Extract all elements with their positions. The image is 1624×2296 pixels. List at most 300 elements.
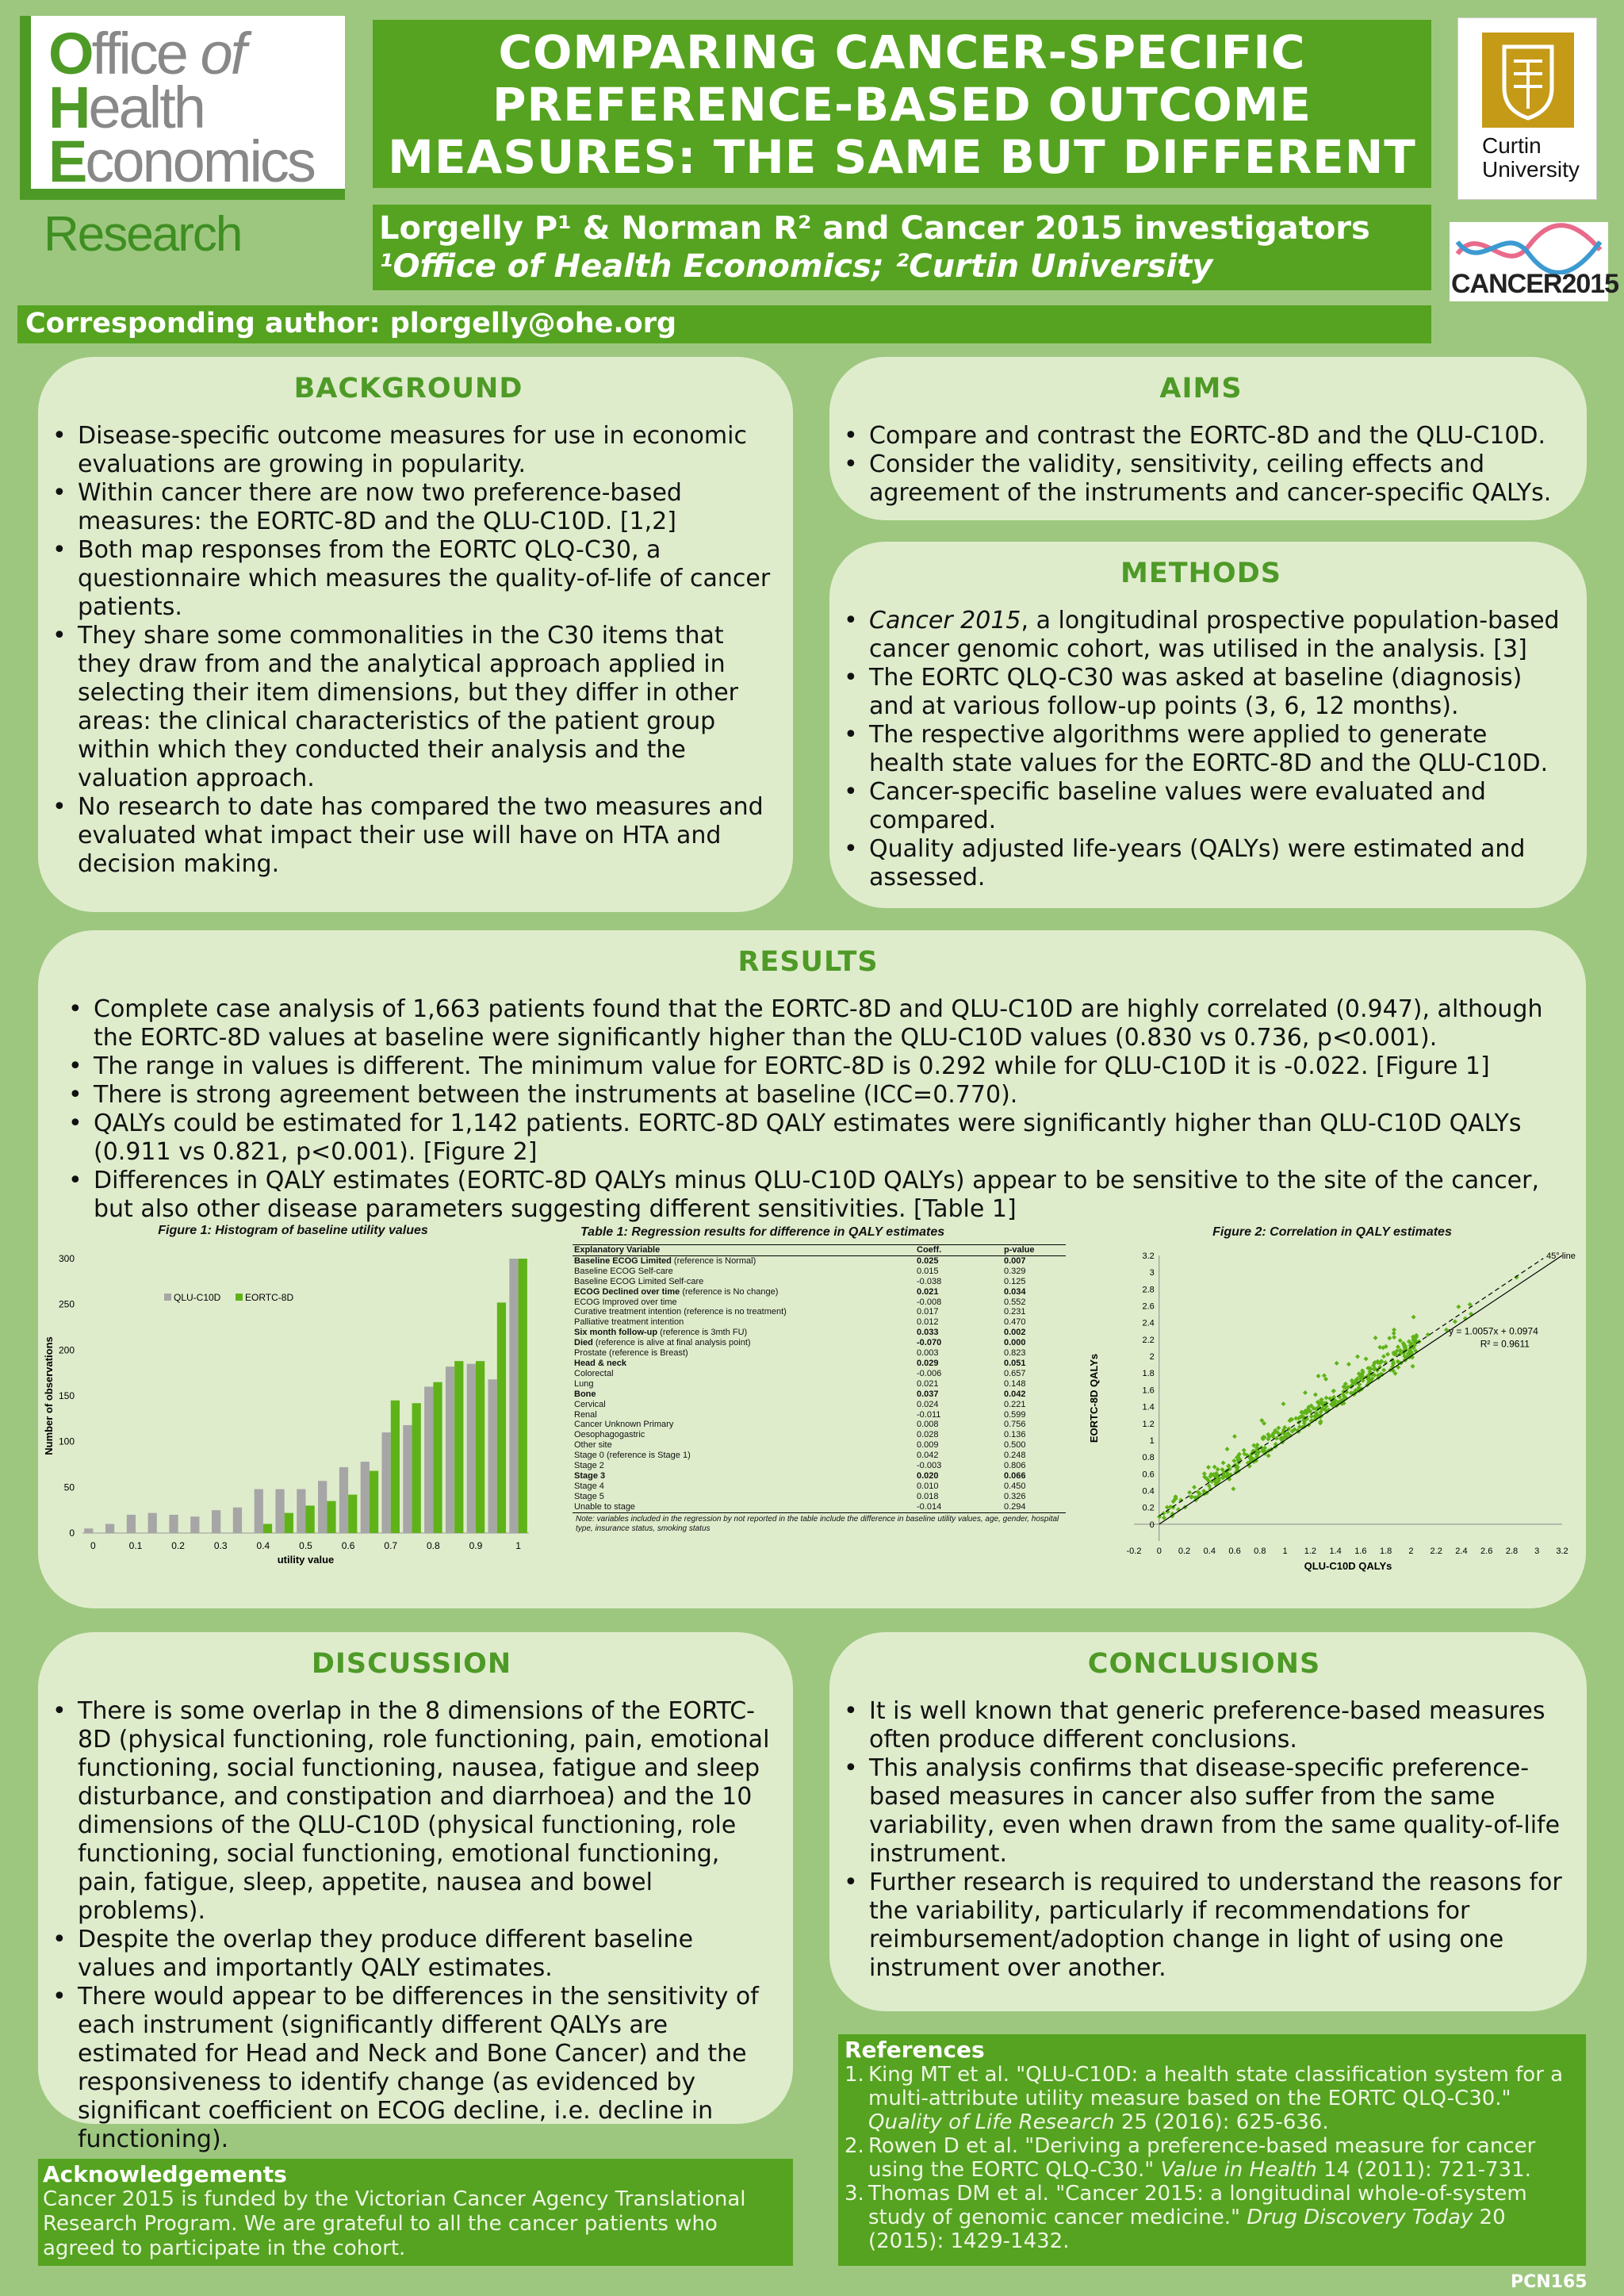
scatter-point [1398,1338,1403,1343]
table-cell-coeff: 0.008 [917,1420,939,1430]
bar-qlu-c10d [318,1481,327,1533]
x-tick-label: 0.9 [469,1540,483,1551]
table-cell-pvalue: 0.000 [1004,1338,1026,1348]
trendline-equation: y = 1.0057x + 0.0974 [1449,1325,1538,1337]
x-tick-label: 1.2 [1304,1547,1317,1556]
scatter-point [1335,1361,1339,1366]
methods-heading: METHODS [1120,558,1281,589]
x-tick-label: 0.8 [1254,1547,1266,1556]
x-tick-label: 2.6 [1480,1547,1493,1556]
table-cell-coeff: 0.025 [917,1255,939,1266]
figure1-title: Figure 1: Histogram of baseline utility values [158,1224,428,1237]
list-item: • No research to date has compared the two measures and evaluated what impact their use will have on HTA and decision making. [46,793,771,879]
scatter-point [1232,1434,1237,1439]
table-row [573,1492,1066,1502]
x-tick-label: 1.4 [1329,1547,1342,1556]
table1-regression [573,1225,1068,1534]
table-cell-pvalue: 0.002 [1004,1328,1026,1338]
references-box [838,2034,1586,2266]
table-cell-coeff: -0.038 [917,1276,942,1286]
dna-helix-icon [1450,222,1608,274]
y-tick-label: 0.2 [1142,1503,1155,1513]
discussion-list [46,1697,777,2154]
bar-qlu-c10d [488,1379,497,1533]
reference-item: 1. King MT et al. "QLU-C10D: a health state classification system for a multi-attribute utility measure based on the EORTC QLQ-C30." Quality of Life Research 25 (2016): 625-636. [845,2063,1564,2134]
bar-qlu-c10d [509,1259,518,1533]
bar-qlu-c10d [127,1515,136,1533]
table-row [573,1277,1066,1287]
table-cell-variable: Lung [574,1378,594,1389]
scatter-point [1411,1315,1416,1320]
list-item: • Within cancer there are now two preference-based measures: the EORTC-8D and the QLU-C10D. [1,2] [46,479,771,536]
discussion-panel [38,1632,793,2153]
acknowledgements-box [38,2159,793,2266]
table-cell-coeff: 0.037 [917,1389,939,1399]
table-row [573,1430,1066,1440]
scatter-point [1242,1448,1247,1453]
ohe-research-label: Research [44,207,242,262]
list-item: • Both map responses from the EORTC QLQ-C30, a questionnaire which measures the quality-of-life of cancer patients. [46,536,771,622]
table-cell-variable: Six month follow-up (reference is 3mth FU) [574,1328,748,1338]
x-tick-label: 0 [1156,1547,1162,1556]
table-cell-coeff: 0.024 [917,1399,939,1409]
bar-qlu-c10d [339,1467,348,1533]
bar-eortc-8d [433,1382,442,1533]
legend-label: EORTC-8D [245,1292,294,1303]
table-cell-coeff: 0.042 [917,1451,939,1461]
list-item: • It is well known that generic preference-based measures often produce different conclusions. [837,1697,1571,1754]
table-cell-pvalue: 0.136 [1004,1430,1026,1440]
legend-swatch-eortc-8d [236,1294,243,1301]
table-cell-variable: Baseline ECOG Limited Self-care [574,1276,704,1286]
background-heading: BACKGROUND [293,373,523,404]
x-tick-label: 2 [1408,1547,1414,1556]
table1-body [573,1255,1066,1512]
table-cell-pvalue: 0.329 [1004,1266,1026,1276]
x-tick-label: 0.7 [384,1540,398,1551]
table-cell-coeff: 0.010 [917,1481,939,1491]
figure2-chart [1086,1240,1578,1581]
table-cell-coeff: -0.003 [917,1461,942,1471]
table-cell-pvalue: 0.221 [1004,1399,1026,1409]
list-item: • Compare and contrast the EORTC-8D and the QLU-C10D. [837,422,1565,450]
scatter-point [1364,1356,1369,1361]
x-tick-label: 2.8 [1505,1547,1519,1556]
table-cell-variable: Oesophagogastric [574,1430,645,1440]
x-tick-label: 2.2 [1430,1547,1442,1556]
table-row [573,1338,1066,1348]
y-tick-label: 0 [69,1527,75,1539]
list-item: • There is some overlap in the 8 dimensions of the EORTC-8D (physical functioning, role functioning, pain, emotional functioning, social functioning, nausea, fatigue and sleep disturbance, and constipation and diarrhoea) and the 10 dimensions of the QLU-C10D (physical functioning, role functioning, social functioning, emotional functioning, pain, fatigue, sleep, appetite, nausea and bowel problems). [46,1697,777,1926]
col-header-variable: Explanatory Variable [573,1245,915,1256]
figure1-histogram [41,1224,545,1573]
scatter-point [1385,1352,1390,1357]
table-row [573,1379,1066,1389]
table-row [573,1369,1066,1379]
x-tick-label: 0.5 [299,1540,312,1551]
table-cell-coeff: 0.018 [917,1491,939,1501]
y-tick-label: 50 [63,1481,75,1493]
y-tick-label: 1 [1149,1435,1155,1446]
table-row [573,1389,1066,1400]
results-list [62,995,1554,1224]
y-tick-label: 2.4 [1142,1318,1155,1328]
table-cell-coeff: 0.003 [917,1348,939,1359]
table-cell-coeff: -0.006 [917,1368,942,1378]
x-tick-label: 0.4 [1203,1547,1216,1556]
list-item: • Disease-specific outcome measures for use in economic evaluations are growing in popularity. [46,422,771,479]
bar-eortc-8d [412,1403,421,1533]
x-tick-label: 1 [1282,1547,1288,1556]
table-row [573,1307,1066,1317]
table-cell-pvalue: 0.248 [1004,1451,1026,1461]
table-header-row [573,1245,1066,1256]
figure2-scatter [1086,1225,1578,1582]
table1-note: Note: variables included in the regression by not reported in the table include the difference in baseline utility values, age, gender, hospital type, insurance status, smoking status [576,1514,1059,1533]
x-tick-label: 1.6 [1354,1547,1367,1556]
table-row [573,1471,1066,1481]
table-cell-variable: Cervical [574,1399,606,1409]
methods-panel [829,542,1587,908]
scatter-point [1266,1454,1271,1458]
x-tick-label: 0.2 [1178,1547,1191,1556]
scatter-point [1398,1348,1403,1353]
reference-45-line [1159,1255,1562,1524]
table-row [573,1461,1066,1471]
x-tick-label: 0.3 [213,1540,228,1551]
table-cell-pvalue: 0.806 [1004,1461,1026,1471]
list-item: • There is strong agreement between the instruments at baseline (ICC=0.770). [62,1081,1554,1110]
y-tick-label: 2.8 [1142,1285,1155,1295]
y-tick-label: 1.4 [1142,1402,1155,1412]
scatter-point [1392,1331,1396,1336]
ohe-logo-line3: Economics [48,128,314,194]
col-header-coeff: Coeff. [915,1245,1002,1256]
scatter-point [1313,1392,1318,1397]
list-item: • They share some commonalities in the C30 items that they draw from and the analytical approach applied in selecting their item dimensions, but they differ in other areas: the clinical characteristics of the patient group within which they conducted their analysis and the valuation approach. [46,622,771,793]
poster-code: PCN165 [1511,2272,1588,2292]
y-axis-label: Number of observations [43,1336,55,1455]
references-list [845,2063,1580,2253]
y-tick-label: 1.8 [1142,1369,1155,1379]
table-cell-variable: Died (reference is alive at final analysis point) [574,1338,751,1348]
table-cell-variable: Stage 2 [574,1461,604,1471]
reference-line-label: 45° line [1546,1251,1576,1261]
curtin-logo [1457,17,1597,200]
corresponding-author: Corresponding author: plorgelly@ohe.org [17,305,1431,343]
list-item: • Cancer 2015, a longitudinal prospective population-based cancer genomic cohort, was utilised in the analysis. [3] [837,607,1565,664]
table-row [573,1451,1066,1461]
ohe-logo [20,16,345,262]
list-item: • The respective algorithms were applied to generate health state values for the EORTC-8D and the QLU-C10D. [837,721,1565,778]
figure2-title: Figure 2: Correlation in QALY estimates [1212,1225,1452,1239]
bar-eortc-8d [370,1471,378,1533]
scatter-point [1331,1389,1336,1393]
bar-qlu-c10d [148,1513,157,1533]
reference-item: 3. Thomas DM et al. "Cancer 2015: a longitudinal whole-of-system study of genomic cancer medicine." Drug Discovery Today 20 (2015): 1429-1432. [845,2182,1527,2253]
list-item: • QALYs could be estimated for 1,142 patients. EORTC-8D QALY estimates were significantly higher than QLU-C10D QALYs (0.911 vs 0.821, p<0.001). [Figure 2] [62,1110,1554,1167]
ohe-logo-line1: Office of [48,21,245,86]
table-cell-pvalue: 0.326 [1004,1491,1026,1501]
y-tick-label: 200 [58,1344,75,1356]
bar-qlu-c10d [403,1425,412,1533]
curtin-name: Curtin University [1482,133,1580,182]
bar-eortc-8d [348,1495,357,1533]
conclusions-panel [829,1632,1587,2011]
table-cell-coeff: 0.028 [917,1430,939,1440]
table-cell-variable: Stage 4 [574,1481,604,1491]
bar-qlu-c10d [190,1516,199,1533]
table-cell-pvalue: 0.756 [1004,1420,1026,1430]
scatter-point [1221,1461,1226,1466]
table-row [573,1297,1066,1308]
scatter-point [1231,1486,1235,1491]
bar-eortc-8d [454,1361,463,1533]
table-cell-pvalue: 0.125 [1004,1276,1026,1286]
table-cell-coeff: 0.017 [917,1307,939,1317]
table-cell-variable: Renal [574,1409,597,1420]
table-cell-variable: Baseline ECOG Limited (reference is Normal) [574,1255,756,1266]
authors-block [373,205,1431,290]
affiliations: ¹Office of Health Economics; ²Curtin University [379,248,1213,285]
y-tick-label: 2.2 [1142,1335,1155,1345]
list-item: • Despite the overlap they produce different baseline values and importantly QALY estimates. [46,1926,777,1983]
scatter-point [1225,1447,1230,1451]
table-row [573,1267,1066,1277]
table-cell-variable: Cancer Unknown Primary [574,1420,674,1430]
list-item: • Quality adjusted life-years (QALYs) were estimated and assessed. [837,835,1565,892]
scatter-point [1387,1336,1392,1340]
table-cell-coeff: 0.009 [917,1440,939,1451]
x-tick-label: 1 [515,1540,521,1551]
bar-qlu-c10d [467,1364,476,1533]
table-cell-variable: ECOG Improved over time [574,1297,677,1307]
bar-eortc-8d [476,1361,485,1533]
scatter-point [1192,1485,1197,1489]
table-row [573,1328,1066,1338]
x-tick-label: 1.8 [1379,1547,1392,1556]
scatter-point [1206,1465,1211,1470]
table-cell-coeff: 0.020 [917,1470,939,1481]
table-cell-coeff: 0.015 [917,1266,939,1276]
scatter-point [1456,1305,1461,1309]
aims-panel [829,357,1587,520]
table-cell-pvalue: 0.148 [1004,1378,1026,1389]
table-cell-pvalue: 0.599 [1004,1409,1026,1420]
scatter-point [1316,1374,1321,1378]
table1-title: Table 1: Regression results for difference in QALY estimates [580,1225,945,1239]
bar-eortc-8d [285,1513,293,1533]
x-tick-label: 0.6 [341,1540,355,1551]
poster-title: COMPARING CANCER-SPECIFIC PREFERENCE-BASED OUTCOME MEASURES: THE SAME BUT DIFFERENT [373,20,1431,188]
table-cell-variable: Stage 3 [574,1470,606,1481]
table-cell-pvalue: 0.034 [1004,1286,1026,1297]
table-cell-pvalue: 0.231 [1004,1307,1026,1317]
scatter-point [1392,1335,1396,1340]
table1-table [573,1244,1066,1513]
table-cell-pvalue: 0.450 [1004,1481,1026,1491]
reference-item: 2. Rowen D et al. "Deriving a preference-based measure for cancer using the EORTC QLQ-C30." Value in Health 14 (2011): 721-731. [845,2134,1536,2182]
y-tick-label: 1.2 [1142,1419,1155,1429]
y-tick-label: 2.6 [1142,1301,1155,1312]
table-cell-pvalue: 0.051 [1004,1358,1026,1368]
scatter-point [1355,1355,1360,1359]
ohe-logo-line2: Health [48,75,204,140]
scatter-point [1187,1490,1192,1495]
results-heading: RESULTS [737,946,879,978]
x-tick-label: 2.4 [1455,1547,1468,1556]
background-list [46,422,771,879]
bar-eortc-8d [263,1524,272,1533]
bar-qlu-c10d [361,1462,370,1533]
y-tick-label: 300 [58,1253,75,1264]
table-cell-coeff: 0.033 [917,1328,939,1338]
ohe-logo-box [20,16,345,200]
cancer2015-label: CANCER2015 [1451,269,1619,299]
conclusions-list [837,1697,1571,1983]
col-header-pvalue: p-value [1002,1245,1066,1256]
table-row [573,1255,1066,1266]
table-cell-coeff: -0.008 [917,1297,942,1307]
bar-qlu-c10d [381,1432,390,1533]
table-cell-variable: Curative treatment intention (reference is no treatment) [574,1307,787,1317]
list-item: • Consider the validity, sensitivity, ceiling effects and agreement of the instruments and cancer-specific QALYs. [837,450,1565,508]
curtin-crest-icon [1482,33,1574,128]
table-cell-variable: Prostate (reference is Breast) [574,1348,688,1359]
bar-qlu-c10d [446,1366,454,1533]
acknowledgements-text: Cancer 2015 is funded by the Victorian Cancer Agency Translational Research Program. We are grateful to all the cancer patients who agreed to participate in the cohort. [43,2187,746,2260]
x-axis-label: QLU-C10D QALYs [1304,1560,1392,1572]
list-item: • Complete case analysis of 1,663 patients found that the EORTC-8D and QLU-C10D are highly correlated (0.947), although the EORTC-8D values at baseline were significantly higher than the QLU-C10D values (0.830 vs 0.736, p<0.001). [62,995,1554,1052]
x-axis-label: utility value [277,1554,335,1566]
table-cell-pvalue: 0.470 [1004,1317,1026,1328]
y-tick-label: 0 [1149,1520,1155,1530]
table-row [573,1420,1066,1430]
table-cell-variable: Palliative treatment intention [574,1317,684,1328]
y-tick-label: 2 [1149,1352,1155,1363]
x-tick-label: 0.6 [1228,1547,1241,1556]
cancer2015-logo [1450,222,1619,301]
scatter-point [1381,1367,1386,1372]
trendline-r2: R² = 0.9611 [1480,1338,1530,1350]
table-cell-coeff: 0.021 [917,1378,939,1389]
scatter-point [1281,1401,1285,1406]
scatter-point [1453,1319,1457,1324]
table-cell-pvalue: 0.042 [1004,1389,1026,1399]
table-cell-pvalue: 0.066 [1004,1470,1026,1481]
table-row [573,1287,1066,1297]
x-tick-label: 3.2 [1556,1547,1568,1556]
table-cell-pvalue: 0.500 [1004,1440,1026,1451]
bar-qlu-c10d [233,1508,242,1533]
bar-qlu-c10d [84,1528,93,1533]
table-cell-coeff: 0.012 [917,1317,939,1328]
scatter-point [1411,1364,1415,1369]
y-tick-label: 3 [1149,1268,1155,1278]
discussion-heading: DISCUSSION [311,1648,512,1680]
table-cell-coeff: -0.011 [917,1409,941,1420]
bar-qlu-c10d [297,1489,305,1533]
y-tick-label: 250 [58,1298,75,1310]
scatter-point [1309,1414,1314,1419]
list-item: • Differences in QALY estimates (EORTC-8D QALYs minus QLU-C10D QALYs) appear to be sensitive to the site of the cancer, but also other disease parameters suggesting different sensitivities. [Table 1] [62,1167,1554,1224]
bar-eortc-8d [519,1259,527,1533]
y-tick-label: 150 [58,1390,75,1401]
table-row [573,1410,1066,1420]
table-cell-coeff: 0.029 [917,1358,939,1368]
list-item: • Further research is required to understand the reasons for the variability, particularly if recommendations for reimbursement/adoption change in light of using one instrument over another. [837,1869,1571,1983]
x-tick-label: -0.2 [1126,1547,1142,1556]
table-cell-variable: Stage 0 (reference is Stage 1) [574,1451,691,1461]
bar-qlu-c10d [424,1386,433,1533]
table-cell-pvalue: 0.294 [1002,1502,1066,1512]
table-cell-variable: ECOG Declined over time (reference is No change) [574,1286,779,1297]
methods-list [837,607,1565,892]
y-tick-label: 0.8 [1142,1453,1155,1463]
y-tick-label: 1.6 [1142,1386,1155,1396]
bar-eortc-8d [391,1401,400,1533]
table-cell-variable: Stage 5 [574,1491,604,1501]
table-row [573,1359,1066,1369]
table-cell-pvalue: 0.657 [1004,1368,1026,1378]
scatter-point [1231,1458,1236,1463]
y-tick-label: 3.2 [1142,1251,1155,1261]
bar-eortc-8d [327,1501,335,1533]
table-row [573,1348,1066,1359]
list-item: • There would appear to be differences in the sensitivity of each instrument (significantly different QALYs are estimated for Head and Neck and Bone Cancer) and the responsiveness to identify change (as evidenced by significant coefficient on ECOG decline, i.e. decline in functioning). [46,1983,777,2154]
references-heading: References [845,2037,985,2063]
aims-heading: AIMS [1159,373,1243,404]
bar-qlu-c10d [212,1510,220,1533]
y-tick-label: 0.6 [1142,1470,1155,1480]
x-tick-label: 0.4 [256,1540,270,1551]
list-item: • This analysis confirms that disease-specific preference-based measures in cancer also suffer from the same variability, even when drawn from the same quality-of-life instrument. [837,1754,1571,1869]
curtin-shield-icon [1482,33,1574,128]
authors: Lorgelly P¹ & Norman R² and Cancer 2015 investigators [379,210,1370,247]
legend-swatch-qlu-c10d [164,1294,171,1301]
x-tick-label: 0 [90,1540,96,1551]
table-row [573,1502,1066,1512]
list-item: • The EORTC QLQ-C30 was asked at baseline (diagnosis) and at various follow-up points (3, 6, 12 months). [837,664,1565,721]
scatter-point [1202,1471,1207,1476]
bar-qlu-c10d [105,1524,114,1533]
table-cell-pvalue: 0.552 [1004,1297,1026,1307]
y-axis-label: EORTC-8D QALYs [1088,1353,1100,1443]
table-cell-variable: Other site [574,1440,612,1451]
legend-label: QLU-C10D [174,1292,221,1303]
table-cell-variable: Colorectal [574,1368,614,1378]
y-tick-label: 100 [58,1435,75,1447]
x-tick-label: 0.1 [128,1540,143,1551]
table-cell-pvalue: 0.007 [1004,1255,1026,1266]
table-cell-coeff: -0.070 [917,1338,942,1348]
bar-eortc-8d [497,1302,506,1533]
x-tick-label: 3 [1534,1547,1540,1556]
table-row [573,1400,1066,1410]
x-tick-label: 0.8 [427,1540,440,1551]
bar-qlu-c10d [169,1515,178,1533]
scatter-point [1346,1362,1351,1366]
acknowledgements-heading: Acknowledgements [43,2161,287,2187]
scatter-point [1303,1390,1308,1395]
table-cell-variable: Bone [574,1389,596,1399]
aims-list [837,422,1565,508]
figure1-chart [41,1238,545,1570]
table-cell-coeff: 0.021 [917,1286,939,1297]
table-cell-variable: Head & neck [574,1358,627,1368]
scatter-point [1189,1494,1194,1499]
list-item: • Cancer-specific baseline values were evaluated and compared. [837,778,1565,835]
